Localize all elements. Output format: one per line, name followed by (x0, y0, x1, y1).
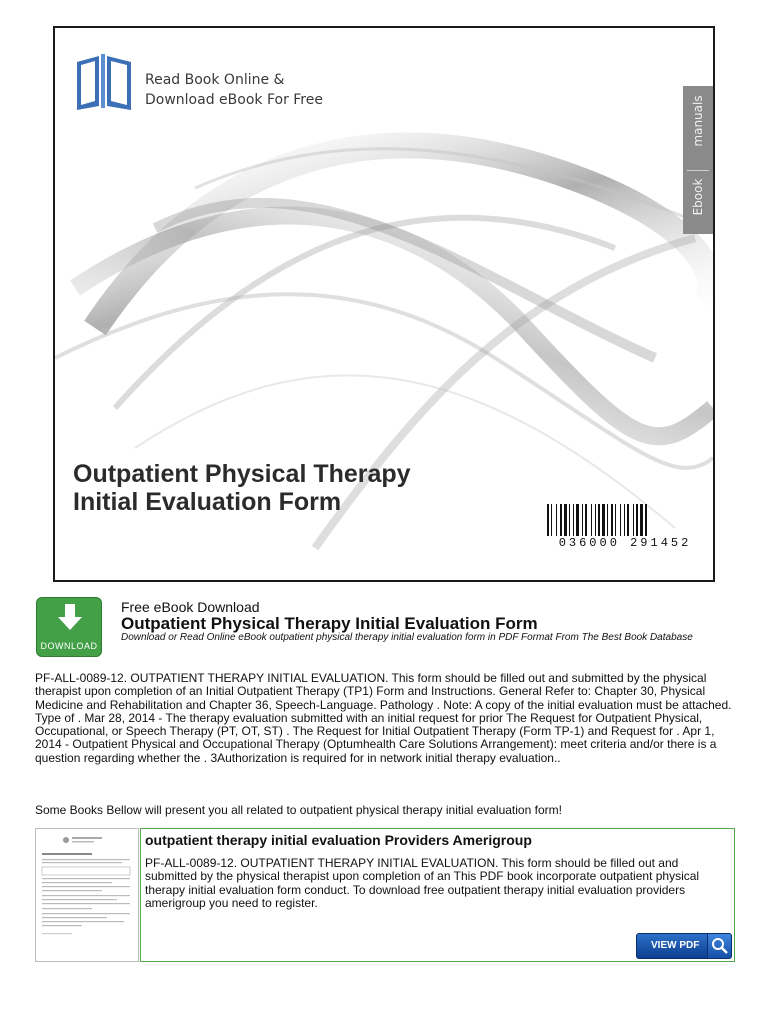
logo-line-1: Read Book Online & (145, 72, 285, 88)
download-button-label: DOWNLOAD (40, 641, 98, 651)
view-pdf-label: VIEW PDF (651, 940, 700, 951)
download-button[interactable] (36, 597, 102, 657)
view-pdf-button[interactable] (636, 933, 732, 959)
document-preview-icon (36, 829, 139, 962)
result-description: PF-ALL-0089-12. OUTPATIENT THERAPY INITIAL EVALUATION. This form should be filled out and submitted by the physical therapist upon completion of an This PDF book incorporate outpatient physical therapy initial evaluation form conduct. To download free outpatient therapy initial evaluation providers amerigroup you need to register. (145, 856, 700, 910)
result-title[interactable]: outpatient therapy initial evaluation Providers Amerigroup (145, 832, 532, 848)
barcode-number: 036000 291452 (545, 536, 705, 550)
result-card (140, 828, 735, 962)
book-logo-icon (73, 50, 137, 114)
ebook-subtitle: Download or Read Online eBook outpatient physical therapy initial evaluation form in PDF Format From The Best Book Database (121, 632, 693, 643)
book-cover (53, 26, 715, 582)
cover-title: Outpatient Physical Therapy Initial Evaluation Form (73, 460, 411, 516)
free-ebook-label: Free eBook Download (121, 599, 260, 615)
logo-line-2: Download eBook For Free (145, 92, 323, 108)
magnifier-icon (707, 934, 731, 958)
side-tab-ebook: Ebook (691, 178, 705, 216)
side-tab-manuals: manuals (691, 95, 705, 147)
logo-text (145, 70, 323, 110)
ebook-title: Outpatient Physical Therapy Initial Evaluation Form (121, 614, 538, 633)
document-thumbnail[interactable] (35, 828, 139, 962)
related-books-intro: Some Books Bellow will present you all related to outpatient physical therapy initial evaluation form! (35, 803, 562, 817)
description-paragraph: PF-ALL-0089-12. OUTPATIENT THERAPY INITIAL EVALUATION. This form should be filled out and submitted by the physical therapist upon completion of an Initial Outpatient Therapy (TP1) Form and Instructions. General Refer to: Chapter 30, Physical Medicine and Rehabilitation and Chapter 36, Speech-Language. Pathology . Note: A copy of the initial evaluation must be attached. Type of . Mar 28, 2014 - The therapy evaluation submitted with an initial request for prior The Request for Outpatient Physical, Occupational, or Speech Therapy (PT, OT, ST) . The Request for Initial Outpatient Therapy (Form TP-1) and Request for . Apr 1, 2014 - Outpatient Physical and Occupational Therapy (Optumhealth Care Solutions Arrangement): meet criteria and/or there is a question regarding whether the . 3Authorization is required for in network initial therapy evaluation.. (35, 671, 732, 765)
download-arrow-icon (56, 604, 84, 634)
side-tab-divider (687, 170, 709, 171)
ebook-manuals-tab (683, 86, 713, 234)
